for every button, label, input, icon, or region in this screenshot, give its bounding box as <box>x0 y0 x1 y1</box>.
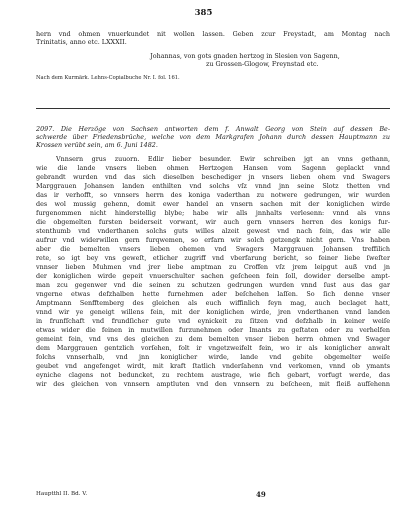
body-line: wie die lande vnsers lieben ohmen Hertzogen Hansen vom Sagenn geplackt vnnd <box>36 164 390 172</box>
body-line: die obgemelten fursten beiderseit vorwant, wir auch gern vnnsers herren des konigs fur- <box>36 218 390 226</box>
body-line: eyniche clagens not beduncket, zu rechtem austrage, wie fich gebart, vorfugt werde, das <box>36 371 390 379</box>
body-line: etwas wider die feinen in mutwillen furzunehmen oder Imants zu geſtaten oder zu verhelfen <box>36 326 390 334</box>
signature-line: Johannas, von gots gnaden hertzog in Slesien von Sagenn, <box>150 52 340 60</box>
body-line: wir des gleichen von vnnsern amptluten vnd den vnnsern zu beſcheen, mit fleiß aufſehenn <box>36 380 390 388</box>
document-heading: schwerde über Friedensbrüche, welche von dem Markgrafen Johann durch dessen Hauptmann zu <box>36 133 390 141</box>
document-heading: 2097. Die Herzöge von Sachsen antworten dem f. Anwalt Georg von Stein auf dessen Be- <box>36 125 390 133</box>
body-line: rete, so igt bey vns geweſt, etlicher zugriff vnd vberfarung bericht, so feiner liebe ſweſter <box>36 254 390 262</box>
source-note: Nach dem Kurmärk. Lehns-Copialbuche Nr. I. fol. 161. <box>36 75 180 81</box>
body-line: dem Marggrauen gentzlich vorſehen, folt ir vngetzweifelt fein, wo ir als koniglicher anwalt <box>36 344 390 352</box>
document-heading: Krossen verübt sein, am 6. Juni 1482. <box>36 141 158 149</box>
text-line: hern vnd ohmen vnuerkundet nit wollen lassen. Geben zcur Freystadt, am Montag nach <box>36 30 390 38</box>
body-line: in frunfſchaft vnd frundſicher gute vnd eynickeit zu ſitzen vnd defzhalb in keiner weiſe <box>36 317 390 325</box>
body-line: furgenommen nicht hinderstellig blybe; habe wir alls jnnhalts verlesenn: vnnd als vnns <box>36 209 390 217</box>
body-line: stenthumb vnd vnderthanen solchs guts willes alzeit gewest vnd nach fein, das wir alle <box>36 227 390 235</box>
section-divider <box>36 108 390 109</box>
body-line: gebrandt wurden vnd das sich dieselben beschediger jn vnsers lieben ohem vnd Swagers <box>36 173 390 181</box>
body-line: das ir verhofft, so vnnsers herrn des koniga vaderthan zu notwere gedrungen, wir wurden <box>36 191 390 199</box>
text-line: Trinitatis, anno etc. LXXXII. <box>36 38 127 46</box>
footer-volume-label: Hauptthl II. Bd. V. <box>36 491 88 497</box>
body-line: vngerne etwas defzhalben hette furnehmen ader beſchehen laſſen. So ſich denne vnser <box>36 290 390 298</box>
body-line: vnnd wir ye geneigt willens fein, mit der koniglichen wirde, jren vnderthanen vnnd landen <box>36 308 390 316</box>
body-line: der koniglichen wirde gepeit vnuerschulter sachen geſcheen fein ſoll, dowider derselbe ampt- <box>36 272 390 280</box>
body-line: Marggrauen Johansen landen enthilten vnd solchs vſz vnnd jnn seine Slotz thetten vnd <box>36 182 390 190</box>
body-line: geubet vnd angefenget wirdt, mit kraft ſtatlich vnderſahenn vnd verkomen, vnnd ob ymants <box>36 362 390 370</box>
footer-signature-mark: 49 <box>256 490 266 499</box>
page-number: 385 <box>194 8 213 18</box>
body-line: man zcu gegenwer vnd die seinen zu schutzen gedrungen wurden vnnd ſust aus das gar <box>36 281 390 289</box>
body-line: vnnser lieben Muhmen vnd jrer liebe amptman zu Croffen vſz jrem leipgut auß vnd jn <box>36 263 390 271</box>
body-line: des wol mussig gehenn, domit ewer handel an vnsern sachen mit der koniglichen wirde <box>36 200 390 208</box>
signature-line: zu Grossen-Glogow, Freynstad etc. <box>206 60 319 68</box>
body-line: aber die bemelten vnsers lieben ohemen vnd Swagers Marggrauen Johansen treffilich <box>36 245 390 253</box>
body-line: gemeint fein, vnd vns des gleichen zu dem bemelten vnser lieben herrn ohmen vnd Swager <box>36 335 390 343</box>
body-line: aufrur vnd widerwillen gern furqwemen, so erfarn wir solch getzengk nicht gern. Vns haben <box>36 236 390 244</box>
body-line: Vnnsern grus zuuorn. Edlir lieber besunder. Ewir schreiben jgt an vnns gethann, <box>56 155 390 163</box>
body-line: Amptmann Senfftemberg des gleichen als euch wiffinlich feyn mag, auch beclaget hatt, <box>36 299 390 307</box>
body-line: folchs vnnserhalb, vnd jnn koniglicher wirde, lande vnd gebite obgemelter weiſe <box>36 353 390 361</box>
